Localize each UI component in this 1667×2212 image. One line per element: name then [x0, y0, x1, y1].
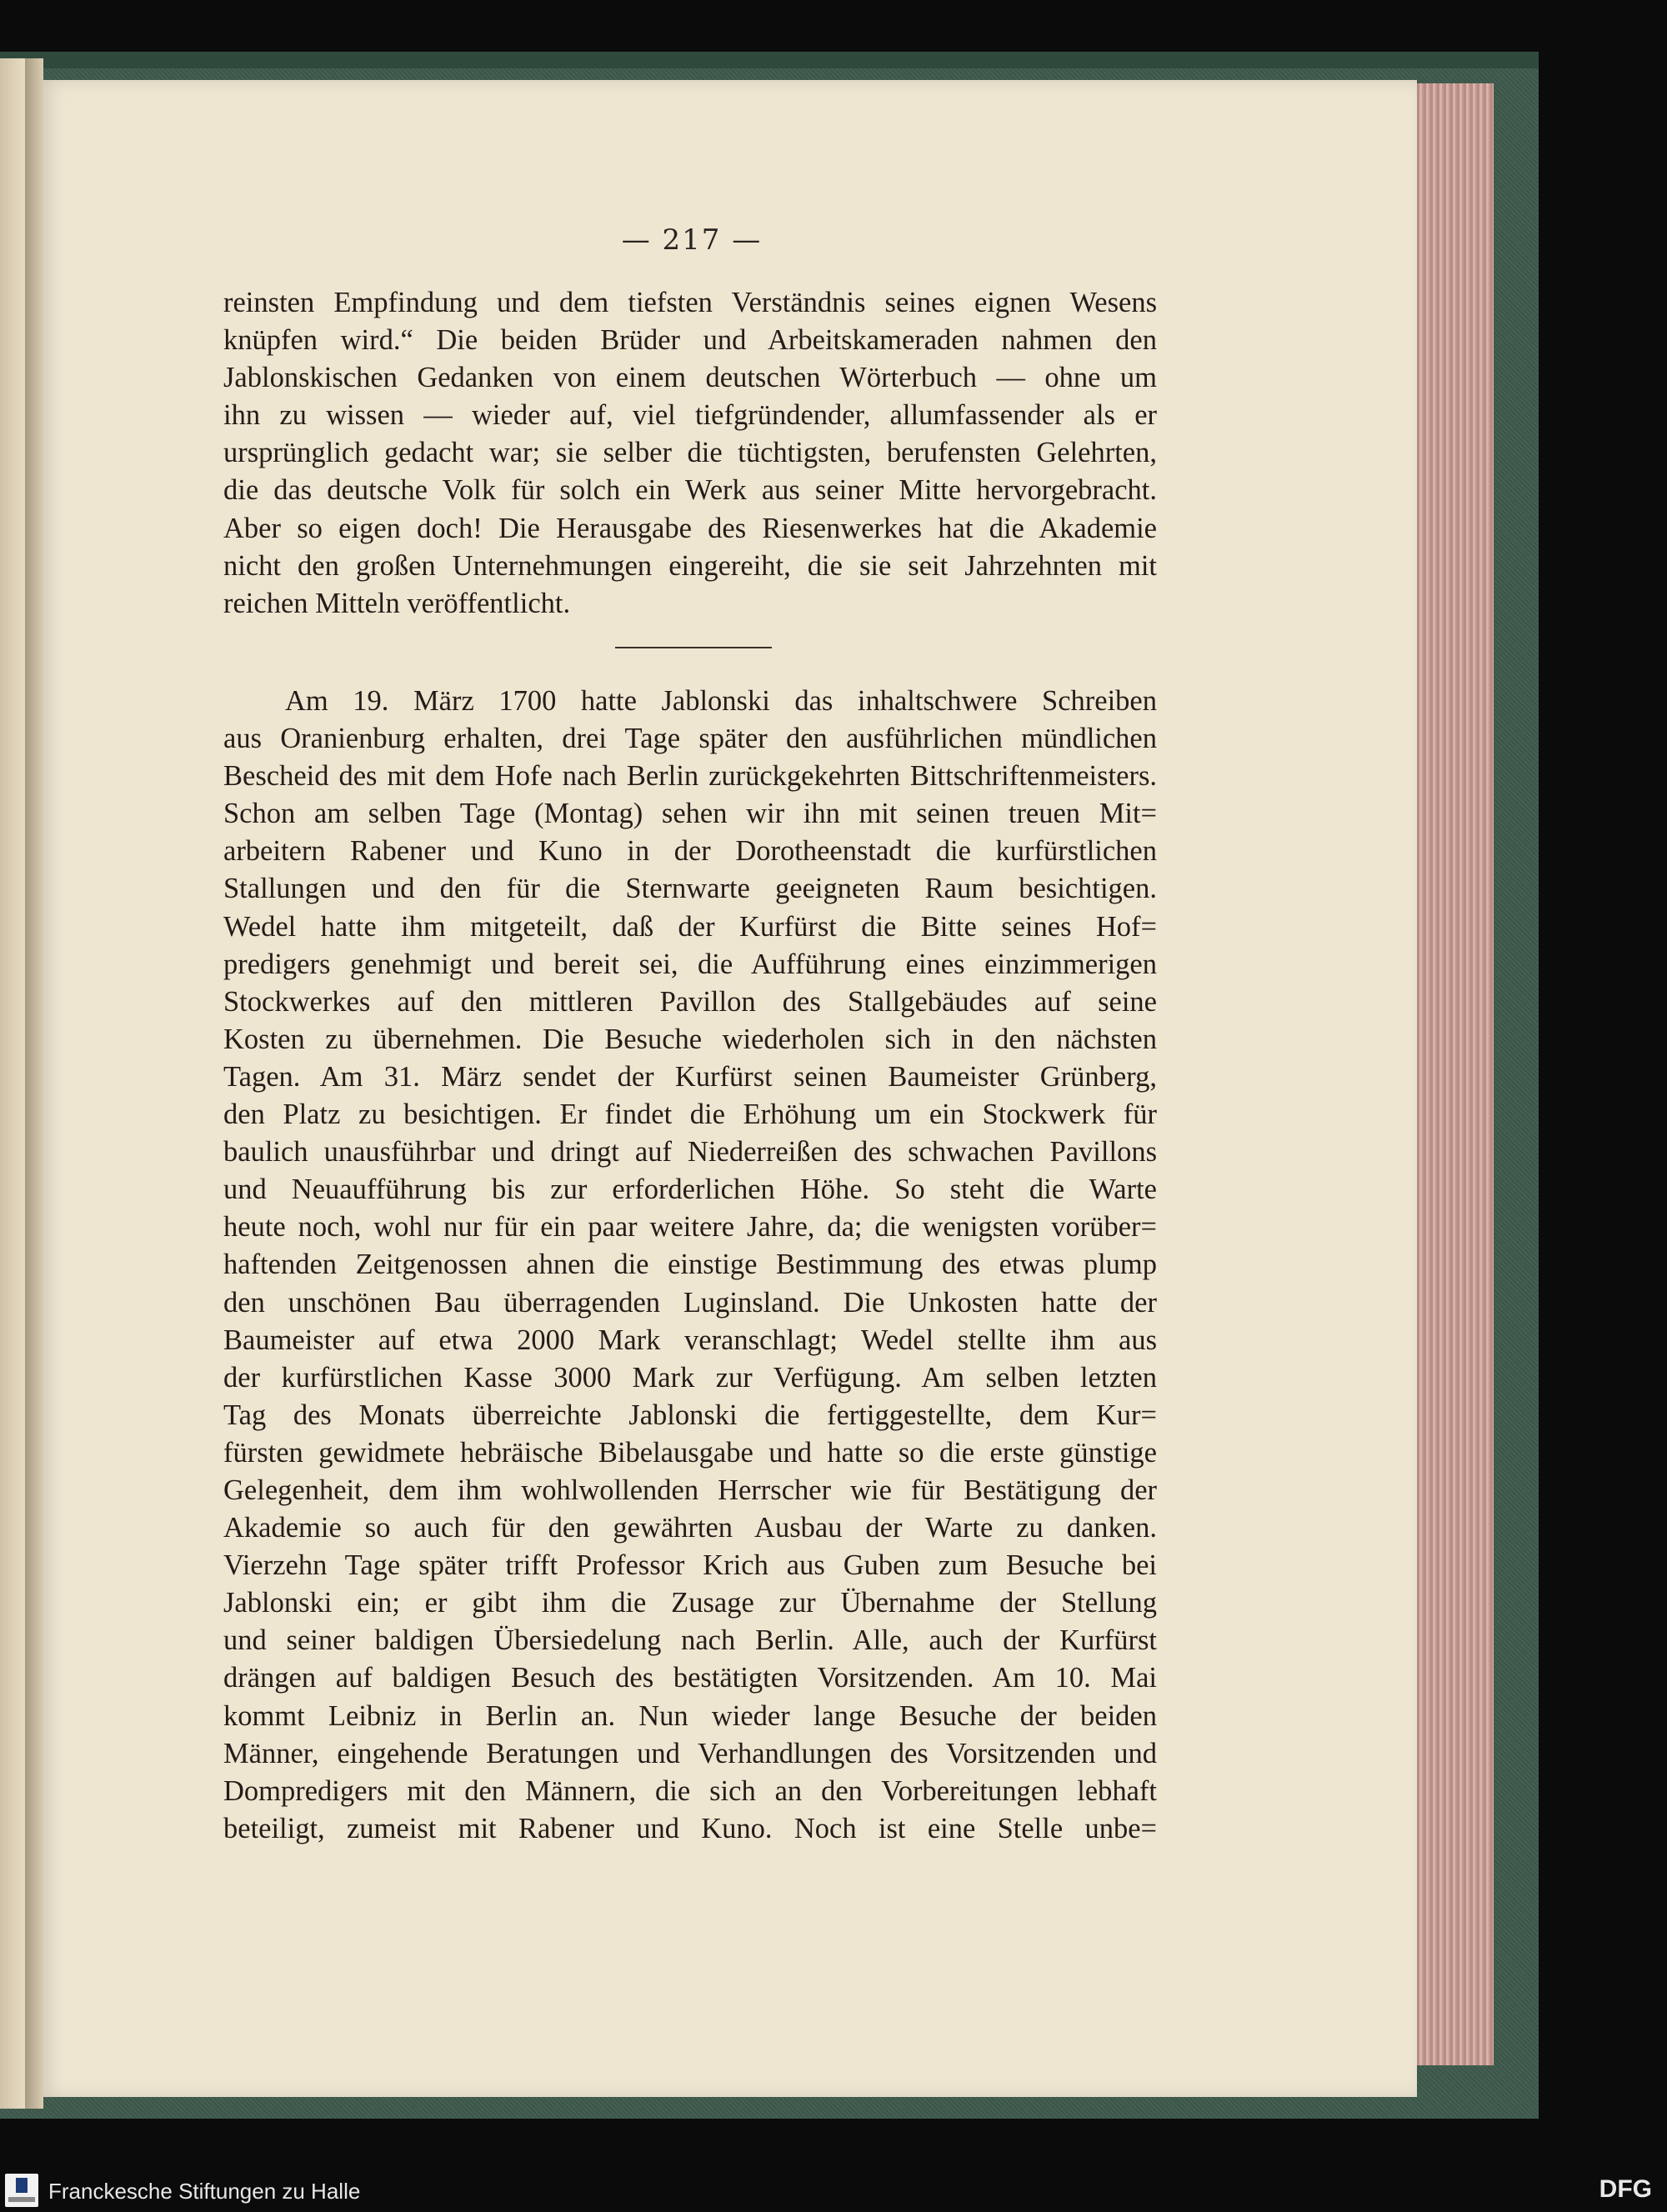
paragraph-2	[223, 683, 1157, 1848]
left-page-gutter	[25, 58, 43, 2109]
text-line: Gelegenheit, dem ihm wohlwollenden Herrscher wie für Bestätigung der	[223, 1474, 1157, 1506]
text-line: fürsten gewidmete hebräische Bibelausgabe und hatte so die erste günstige	[223, 1436, 1157, 1469]
text-line: reinsten Empfindung und dem tiefsten Verständnis seines eignen Wesens	[223, 287, 1157, 318]
text-line: Wedel hatte ihm mitgeteilt, daß der Kurfürst die Bitte seines Hof=	[223, 910, 1157, 943]
text-line: den Platz zu besichtigen. Er findet die Erhöhung um ein Stockwerk für	[223, 1098, 1157, 1131]
text-line: Tagen. Am 31. März sendet der Kurfürst seinen Baumeister Grünberg,	[223, 1060, 1157, 1093]
text-line: ihn zu wissen — wieder auf, viel tiefgründender, allumfassender als er	[223, 399, 1157, 432]
text-line: Männer, eingehende Beratungen und Verhandlungen des Vorsitzenden und	[223, 1737, 1157, 1769]
text-line: Kosten zu übernehmen. Die Besuche wiederholen sich in den nächsten	[223, 1023, 1157, 1055]
text-line: haftenden Zeitgenossen ahnen die einstige Bestimmung des etwas plump	[223, 1249, 1157, 1281]
text-line: baulich unausführbar und dringt auf Niederreißen des schwachen Pavillons	[223, 1136, 1157, 1169]
paragraph-1	[223, 284, 1157, 623]
text-line: kommt Leibniz in Berlin an. Nun wieder lange Besuche der beiden	[223, 1699, 1157, 1732]
institution-name: Franckesche Stiftungen zu Halle	[48, 2179, 361, 2204]
left-page-edge	[0, 58, 25, 2109]
text-line: Vierzehn Tage später trifft Professor Krich aus Guben zum Besuche bei	[223, 1549, 1157, 1582]
text-line: beteiligt, zumeist mit Rabener und Kuno. Noch ist eine Stelle unbe=	[223, 1812, 1157, 1844]
section-divider	[615, 647, 772, 648]
text-line: Dompredigers mit den Männern, die sich an den Vorbereitungen lebhaft	[223, 1774, 1157, 1807]
text-line: Baumeister auf etwa 2000 Mark veranschlagt; Wedel stellte ihm aus	[223, 1324, 1157, 1356]
text-line: reichen Mitteln veröffentlicht.	[223, 587, 571, 619]
page-block-edges	[1417, 83, 1494, 2065]
text-line: und Neuaufführung bis zur erforderlichen Höhe. So steht die Warte	[223, 1174, 1157, 1206]
page-number: — 217 —	[621, 223, 763, 257]
text-line: Aber so eigen doch! Die Herausgabe des Riesenwerkes hat die Akademie	[223, 512, 1157, 544]
text-line: predigers genehmigt und bereit sei, die Aufführung eines einzimmerigen	[223, 948, 1157, 980]
text-line: Tag des Monats überreichte Jablonski die fertiggestellte, dem Kur=	[223, 1399, 1157, 1431]
text-line: drängen auf baldigen Besuch des bestätigten Vorsitzenden. Am 10. Mai	[223, 1662, 1157, 1694]
text-line: und seiner baldigen Übersiedelung nach Berlin. Alle, auch der Kurfürst	[223, 1624, 1157, 1657]
text-line: den unschönen Bau überragenden Luginsland. Die Unkosten hatte der	[223, 1286, 1157, 1319]
text-line: der kurfürstlichen Kasse 3000 Mark zur Verfügung. Am selben letzten	[223, 1361, 1157, 1394]
text-line: Stallungen und den für die Sternwarte geeigneten Raum besichtigen.	[223, 873, 1157, 905]
dfg-logo: DFG	[1599, 2175, 1652, 2203]
text-line: Am 19. März 1700 hatte Jablonski das inhaltschwere Schreiben	[285, 685, 1157, 717]
text-line: Bescheid des mit dem Hofe nach Berlin zurückgekehrten Bittschriftenmeisters.	[223, 760, 1157, 793]
text-line: heute noch, wohl nur für ein paar weitere Jahre, da; die wenigsten vorüber=	[223, 1211, 1157, 1244]
text-line: Jablonskischen Gedanken von einem deutschen Wörterbuch — ohne um	[223, 362, 1157, 394]
text-line: aus Oranienburg erhalten, drei Tage später den ausführlichen mündlichen	[223, 723, 1157, 755]
text-line: Jablonski ein; er gibt ihm die Zusage zur Übernahme der Stellung	[223, 1587, 1157, 1619]
text-line: ursprünglich gedacht war; sie selber die tüchtigsten, berufensten Gelehrten,	[223, 437, 1157, 469]
text-line: Stockwerkes auf den mittleren Pavillon des Stallgebäudes auf seine	[223, 985, 1157, 1018]
text-line: Schon am selben Tage (Montag) sehen wir ihn mit seinen treuen Mit=	[223, 798, 1157, 830]
cover-top-edge	[0, 52, 1539, 68]
text-line: nicht den großen Unternehmungen eingereiht, die sie seit Jahrzehnten mit	[223, 549, 1157, 582]
text-line: Akademie so auch für den gewährten Ausbau der Warte zu danken.	[223, 1512, 1157, 1544]
text-line: die das deutsche Volk für solch ein Werk aus seiner Mitte hervorgebracht.	[223, 474, 1157, 507]
text-line: arbeitern Rabener und Kuno in der Dorotheenstadt die kurfürstlichen	[223, 835, 1157, 868]
institution-logo-icon	[5, 2174, 38, 2207]
text-line: knüpfen wird.“ Die beiden Brüder und Arbeitskameraden nahmen den	[223, 324, 1157, 357]
